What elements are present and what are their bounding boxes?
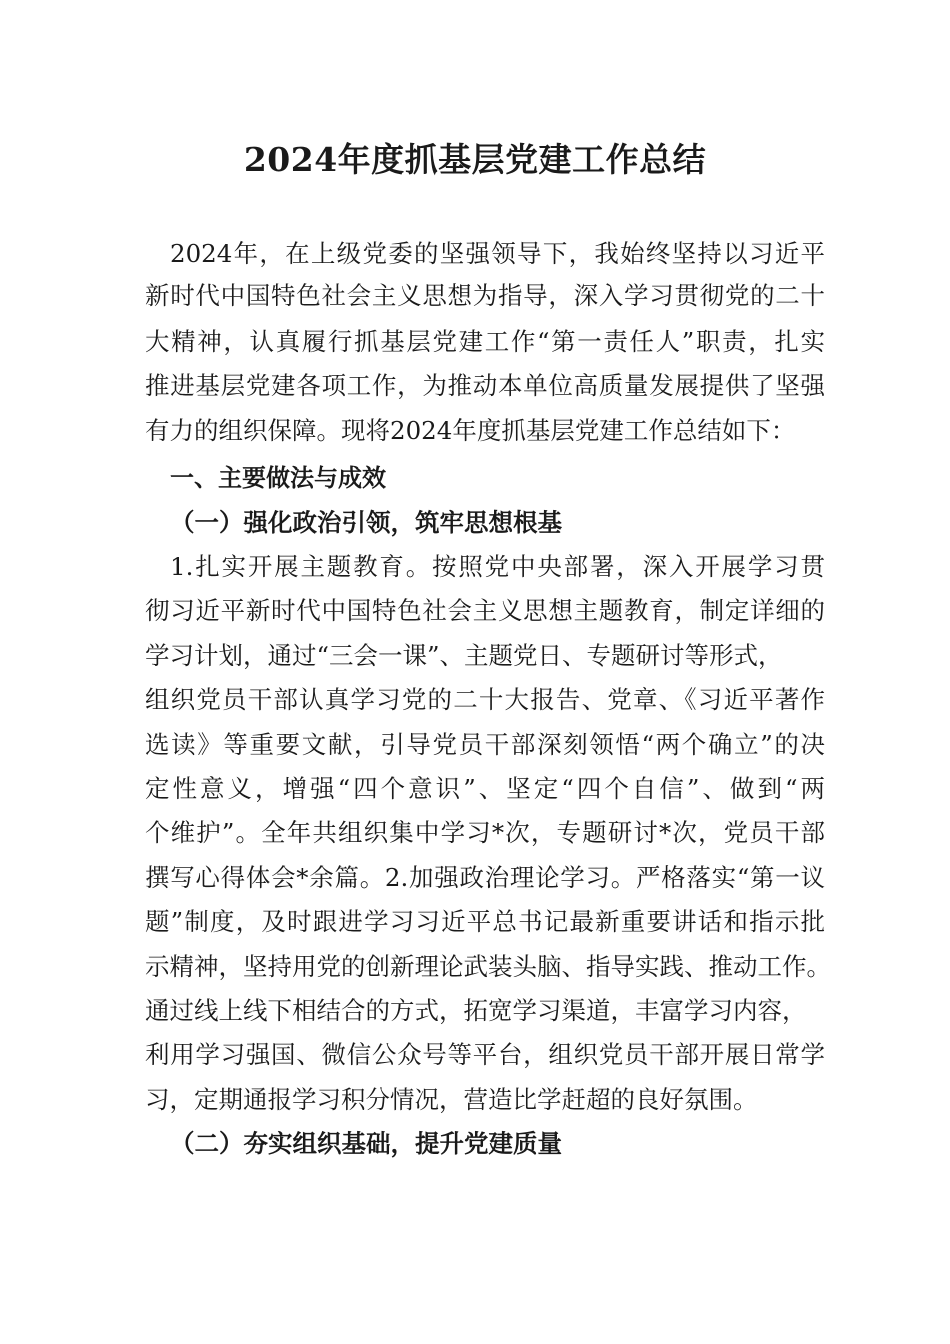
- intro-line-4: 推进基层党建各项工作，为推动本单位高质量发展提供了坚强: [145, 371, 825, 400]
- intro-line-5: 有力的组织保障。现将2024年度抓基层党建工作总结如下：: [145, 416, 796, 445]
- body-line-1: 1.扎实开展主题教育。按照党中央部署，深入开展学习贯: [170, 552, 825, 581]
- intro-line-2: 新时代中国特色社会主义思想为指导，深入学习贯彻党的二十: [145, 281, 825, 310]
- body-line-12: 利用学习强国、微信公众号等平台，组织党员干部开展日常学: [145, 1040, 825, 1069]
- section-heading-1: 一、主要做法与成效: [170, 464, 386, 492]
- body-line-6: 定性意义，增强“四个意识”、坚定“四个自信”、做到“两: [145, 774, 825, 803]
- body-line-8: 撰写心得体会*余篇。2.加强政治理论学习。严格落实“第一议: [145, 863, 825, 892]
- body-line-9: 题”制度，及时跟进学习习近平总书记最新重要讲话和指示批: [145, 907, 825, 936]
- subsection-heading-1: （一）强化政治引领，筑牢思想根基: [170, 508, 562, 537]
- intro-line-1: 2024年，在上级党委的坚强领导下，我始终坚持以习近平: [170, 239, 825, 268]
- document-title: 2024年度抓基层党建工作总结: [243, 140, 707, 179]
- body-line-4: 组织党员干部认真学习党的二十大报告、党章、《习近平著作: [145, 685, 825, 714]
- body-line-7: 个维护”。全年共组织集中学习*次，专题研讨*次，党员干部: [145, 818, 825, 847]
- body-line-3: 学习计划，通过“三会一课”、主题党日、专题研讨等形式，: [145, 641, 783, 670]
- subsection-heading-2: （二）夯实组织基础，提升党建质量: [170, 1129, 562, 1158]
- body-line-5: 选读》等重要文献，引导党员干部深刻领悟“两个确立”的决: [145, 730, 825, 759]
- body-line-11: 通过线上线下相结合的方式，拓宽学习渠道，丰富学习内容，: [145, 996, 807, 1025]
- intro-line-3: 大精神，认真履行抓基层党建工作“第一责任人”职责，扎实: [145, 327, 825, 356]
- body-line-13: 习，定期通报学习积分情况，营造比学赶超的良好氛围。: [145, 1085, 758, 1114]
- body-line-2: 彻习近平新时代中国特色社会主义思想主题教育，制定详细的: [145, 596, 825, 625]
- body-line-10: 示精神，坚持用党的创新理论武装头脑、指导实践、推动工作。: [145, 952, 831, 981]
